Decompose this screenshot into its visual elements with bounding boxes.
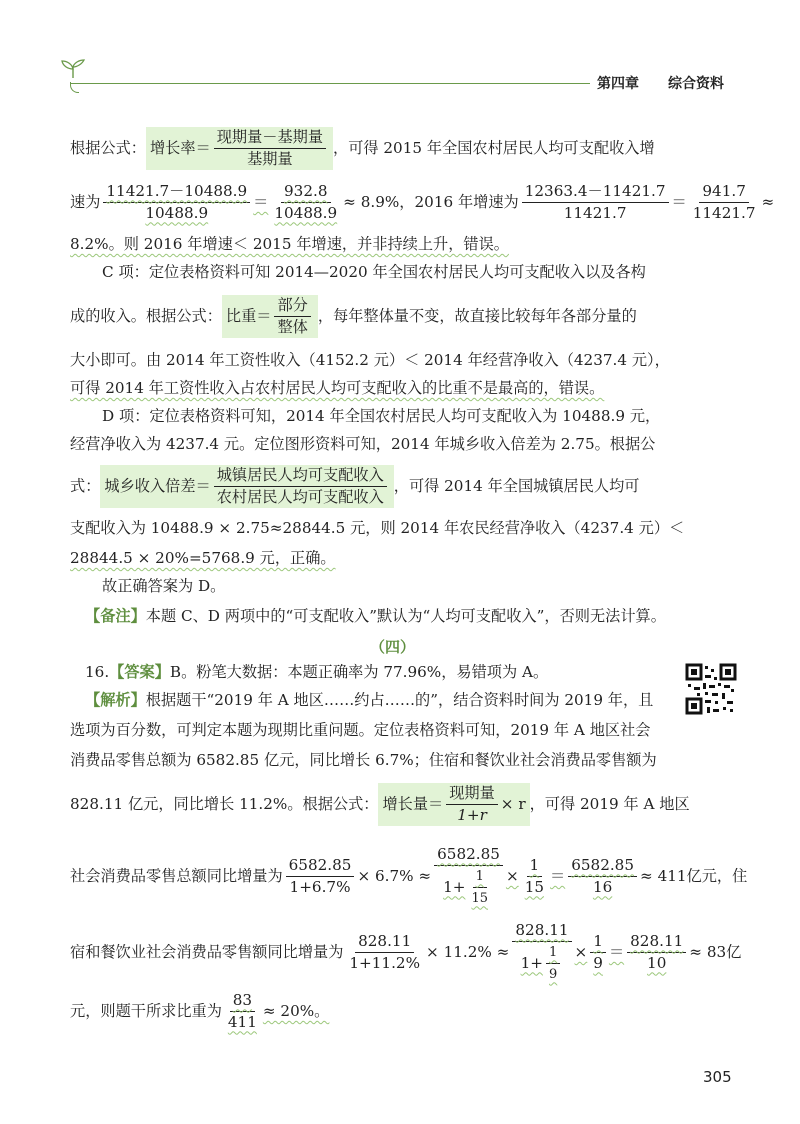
text-line: 8.2%。则 2016 年增速＜ 2015 年增速，并非持续上升，错误。 bbox=[70, 235, 509, 253]
denominator: 1+11.2% bbox=[349, 953, 421, 972]
text-line: 可得 2014 年工资性收入占农村居民人均可支配收入的比重不是最高的，错误。 bbox=[70, 379, 605, 397]
text-run: 根据公式： bbox=[70, 139, 146, 157]
denominator: 基期量 bbox=[247, 149, 293, 168]
denominator: 16 bbox=[592, 877, 613, 896]
numerator: 941.7 bbox=[699, 183, 748, 203]
text-line: D 项：定位表格资料可知，2014 年全国农村居民人均可支配收入为 10488.9 元， bbox=[102, 407, 661, 425]
formula-label: 城乡收入倍差＝ bbox=[104, 477, 211, 495]
text-run: ＝ bbox=[608, 943, 625, 961]
denominator: 411 bbox=[227, 1012, 257, 1031]
text-line: 故正确答案为 D。 bbox=[102, 577, 226, 595]
text-run: × bbox=[505, 867, 519, 885]
page-number: 305 bbox=[703, 1068, 732, 1086]
numerator: 828.11 bbox=[355, 933, 414, 953]
header-rule bbox=[70, 83, 590, 84]
text-run: 1+ bbox=[443, 877, 466, 896]
text-run: × 6.7% ≈ bbox=[357, 867, 432, 885]
formula-label: 增长率＝ bbox=[149, 139, 211, 157]
fraction bbox=[286, 857, 355, 896]
fraction bbox=[690, 183, 759, 222]
text-run: 828.11 亿元，同比增长 11.2%。根据公式： bbox=[70, 795, 379, 813]
denominator: 10488.9 bbox=[145, 203, 209, 222]
formula-proportion bbox=[222, 295, 318, 338]
formula-growth-amount bbox=[378, 783, 529, 826]
header-rule-tail bbox=[70, 82, 79, 93]
text-run: ≈ bbox=[761, 193, 775, 211]
text-run: 宿和餐饮业社会消费品零售额同比增量为 bbox=[70, 943, 344, 961]
denominator: 10 bbox=[647, 953, 667, 972]
numerator: 1 bbox=[546, 944, 560, 964]
text-run: ＝ bbox=[550, 867, 566, 885]
text-line bbox=[70, 182, 774, 222]
text-line: 大小即可。由 2014 年工资性收入（4152.2 元）＜ 2014 年经营净收入（4237.4 元）， bbox=[70, 351, 670, 369]
numerator: 828.11 bbox=[512, 922, 571, 942]
text-run: 社会消费品零售总额同比增量为 bbox=[70, 867, 283, 885]
denominator: 15 bbox=[524, 877, 545, 896]
answer-tag: 【答案】 bbox=[109, 663, 170, 681]
text-run: × bbox=[574, 943, 588, 961]
denominator: 农村居民人均可支配收入 bbox=[216, 487, 384, 506]
text-run: ＝ bbox=[253, 193, 269, 211]
text-line bbox=[70, 296, 637, 336]
formula-label: 增长量＝ bbox=[382, 795, 444, 813]
fraction bbox=[434, 846, 503, 907]
fraction bbox=[271, 183, 340, 222]
numerator: 城镇居民人均可支配收入 bbox=[214, 467, 387, 487]
fraction bbox=[522, 857, 547, 896]
fraction bbox=[225, 992, 260, 1031]
numerator: 现期量 bbox=[446, 785, 498, 805]
numerator: 12363.4－11421.7 bbox=[522, 183, 669, 203]
calc-retail-growth bbox=[431, 846, 640, 907]
denominator: 1+6.7% bbox=[289, 877, 351, 896]
text-line bbox=[70, 920, 741, 984]
note-tag: 【备注】 bbox=[85, 607, 146, 625]
fraction bbox=[446, 785, 498, 824]
numerator: 83 bbox=[230, 992, 255, 1012]
numerator: 1 bbox=[590, 933, 606, 953]
numerator: 6582.85 bbox=[568, 857, 637, 877]
fraction bbox=[103, 183, 250, 222]
analysis-tag: 【解析】 bbox=[85, 691, 146, 709]
section-label: 综合资料 bbox=[668, 76, 724, 92]
calc-result bbox=[222, 992, 330, 1031]
text-line: 支配收入为 10488.9 × 2.75≈28844.5 元，则 2014 年农民经营净收入（4237.4 元）＜ bbox=[70, 519, 685, 537]
leaf-sprout-icon bbox=[58, 58, 88, 80]
question-number: 16. bbox=[85, 663, 110, 681]
text-line: C 项：定位表格资料可知 2014—2020 年全国农村居民人均可支配收入以及各构 bbox=[102, 263, 646, 281]
numerator: 6582.85 bbox=[286, 857, 355, 877]
denominator: 11421.7 bbox=[563, 203, 627, 222]
fraction bbox=[214, 467, 387, 506]
fraction bbox=[346, 933, 423, 972]
calc-catering-growth bbox=[509, 922, 689, 983]
text-run: 1+ bbox=[520, 953, 543, 972]
numerator: 11421.7－10488.9 bbox=[103, 183, 250, 203]
denominator: 1+r bbox=[457, 805, 487, 824]
text-line bbox=[85, 690, 653, 710]
text-run: ≈ 411亿元，住 bbox=[640, 867, 748, 885]
fraction bbox=[522, 183, 669, 222]
denominator: 15 bbox=[471, 890, 489, 906]
denominator: 10488.9 bbox=[274, 203, 338, 222]
text-run: ≈ 8.9%，2016 年增速为 bbox=[343, 193, 519, 211]
fraction bbox=[214, 129, 326, 168]
text-run: 本题 C、D 两项中的“可支配收入”默认为“人均可支配收入”，否则无法计算。 bbox=[145, 607, 666, 625]
text-run: 元，则题干所求比重为 bbox=[70, 1002, 222, 1020]
denominator: 9 bbox=[549, 966, 558, 982]
text-line: 经营净收入为 4237.4 元。定位图形资料可知，2014 年城乡收入倍差为 2.75。根据公 bbox=[70, 435, 656, 453]
text-run: ≈ 20%。 bbox=[262, 1002, 330, 1020]
text-line bbox=[70, 784, 690, 824]
denominator bbox=[518, 942, 567, 983]
text-run: 速为 bbox=[70, 193, 101, 211]
fraction bbox=[546, 944, 560, 983]
numerator: 1 bbox=[473, 868, 487, 888]
text-line bbox=[70, 990, 329, 1032]
text-run: ，每年整体量不变，故直接比较每年各部分量的 bbox=[317, 307, 637, 325]
text-line bbox=[70, 466, 640, 506]
numerator: 932.8 bbox=[281, 183, 330, 203]
text-run: ≈ 83亿 bbox=[689, 943, 742, 961]
qr-code-icon bbox=[685, 663, 737, 715]
numerator: 828.11 bbox=[627, 933, 686, 953]
text-run: ，可得 2015 年全国农村居民人均可支配收入增 bbox=[333, 139, 655, 157]
text-line: 消费品零售总额为 6582.85 亿元，同比增长 6.7%；住宿和餐饮业社会消费品零售额为 bbox=[70, 751, 657, 769]
text-line bbox=[70, 844, 747, 908]
section-heading: （四） bbox=[370, 638, 416, 656]
denominator: 整体 bbox=[277, 317, 308, 336]
denominator: 9 bbox=[593, 953, 603, 972]
text-line bbox=[70, 128, 655, 168]
fraction bbox=[274, 297, 310, 336]
text-run: ，可得 2019 年 A 地区 bbox=[529, 795, 690, 813]
fraction bbox=[512, 922, 571, 983]
text-run: 成的收入。根据公式： bbox=[70, 307, 222, 325]
numerator: 1 bbox=[527, 857, 543, 877]
formula-label: × r bbox=[500, 795, 526, 813]
fraction bbox=[590, 933, 606, 972]
text-run: × 11.2% ≈ bbox=[426, 943, 510, 961]
denominator bbox=[440, 866, 497, 907]
fraction bbox=[627, 933, 686, 972]
text-line: 选项为百分数，可判定本题为现期比重问题。定位表格资料可知，2019 年 A 地区社会 bbox=[70, 721, 651, 739]
text-run: 式： bbox=[70, 477, 101, 495]
numerator: 现期量－基期量 bbox=[214, 129, 326, 149]
text-line: 28844.5 × 20%=5768.9 元，正确。 bbox=[70, 549, 336, 567]
text-run: 根据题干“2019 年 A 地区……约占……的”，结合资料时间为 2019 年，且 bbox=[145, 691, 654, 709]
fraction bbox=[568, 857, 637, 896]
numerator: 6582.85 bbox=[434, 846, 503, 866]
fraction bbox=[468, 868, 491, 907]
formula-growth-rate bbox=[146, 127, 333, 170]
text-run: B。粉笔大数据：本题正确率为 77.96%，易错项为 A。 bbox=[169, 663, 549, 681]
formula-income-ratio bbox=[100, 465, 393, 508]
text-run: ，可得 2014 年全国城镇居民人均可 bbox=[393, 477, 640, 495]
numerator: 部分 bbox=[274, 297, 310, 317]
answer-line bbox=[85, 662, 548, 682]
denominator: 11421.7 bbox=[692, 203, 756, 222]
chapter-label: 第四章 bbox=[597, 76, 639, 92]
header bbox=[0, 0, 800, 100]
note-line bbox=[85, 606, 666, 626]
text-run: ＝ bbox=[671, 193, 687, 211]
calc-2015 bbox=[100, 183, 343, 222]
formula-label: 比重＝ bbox=[225, 307, 272, 325]
